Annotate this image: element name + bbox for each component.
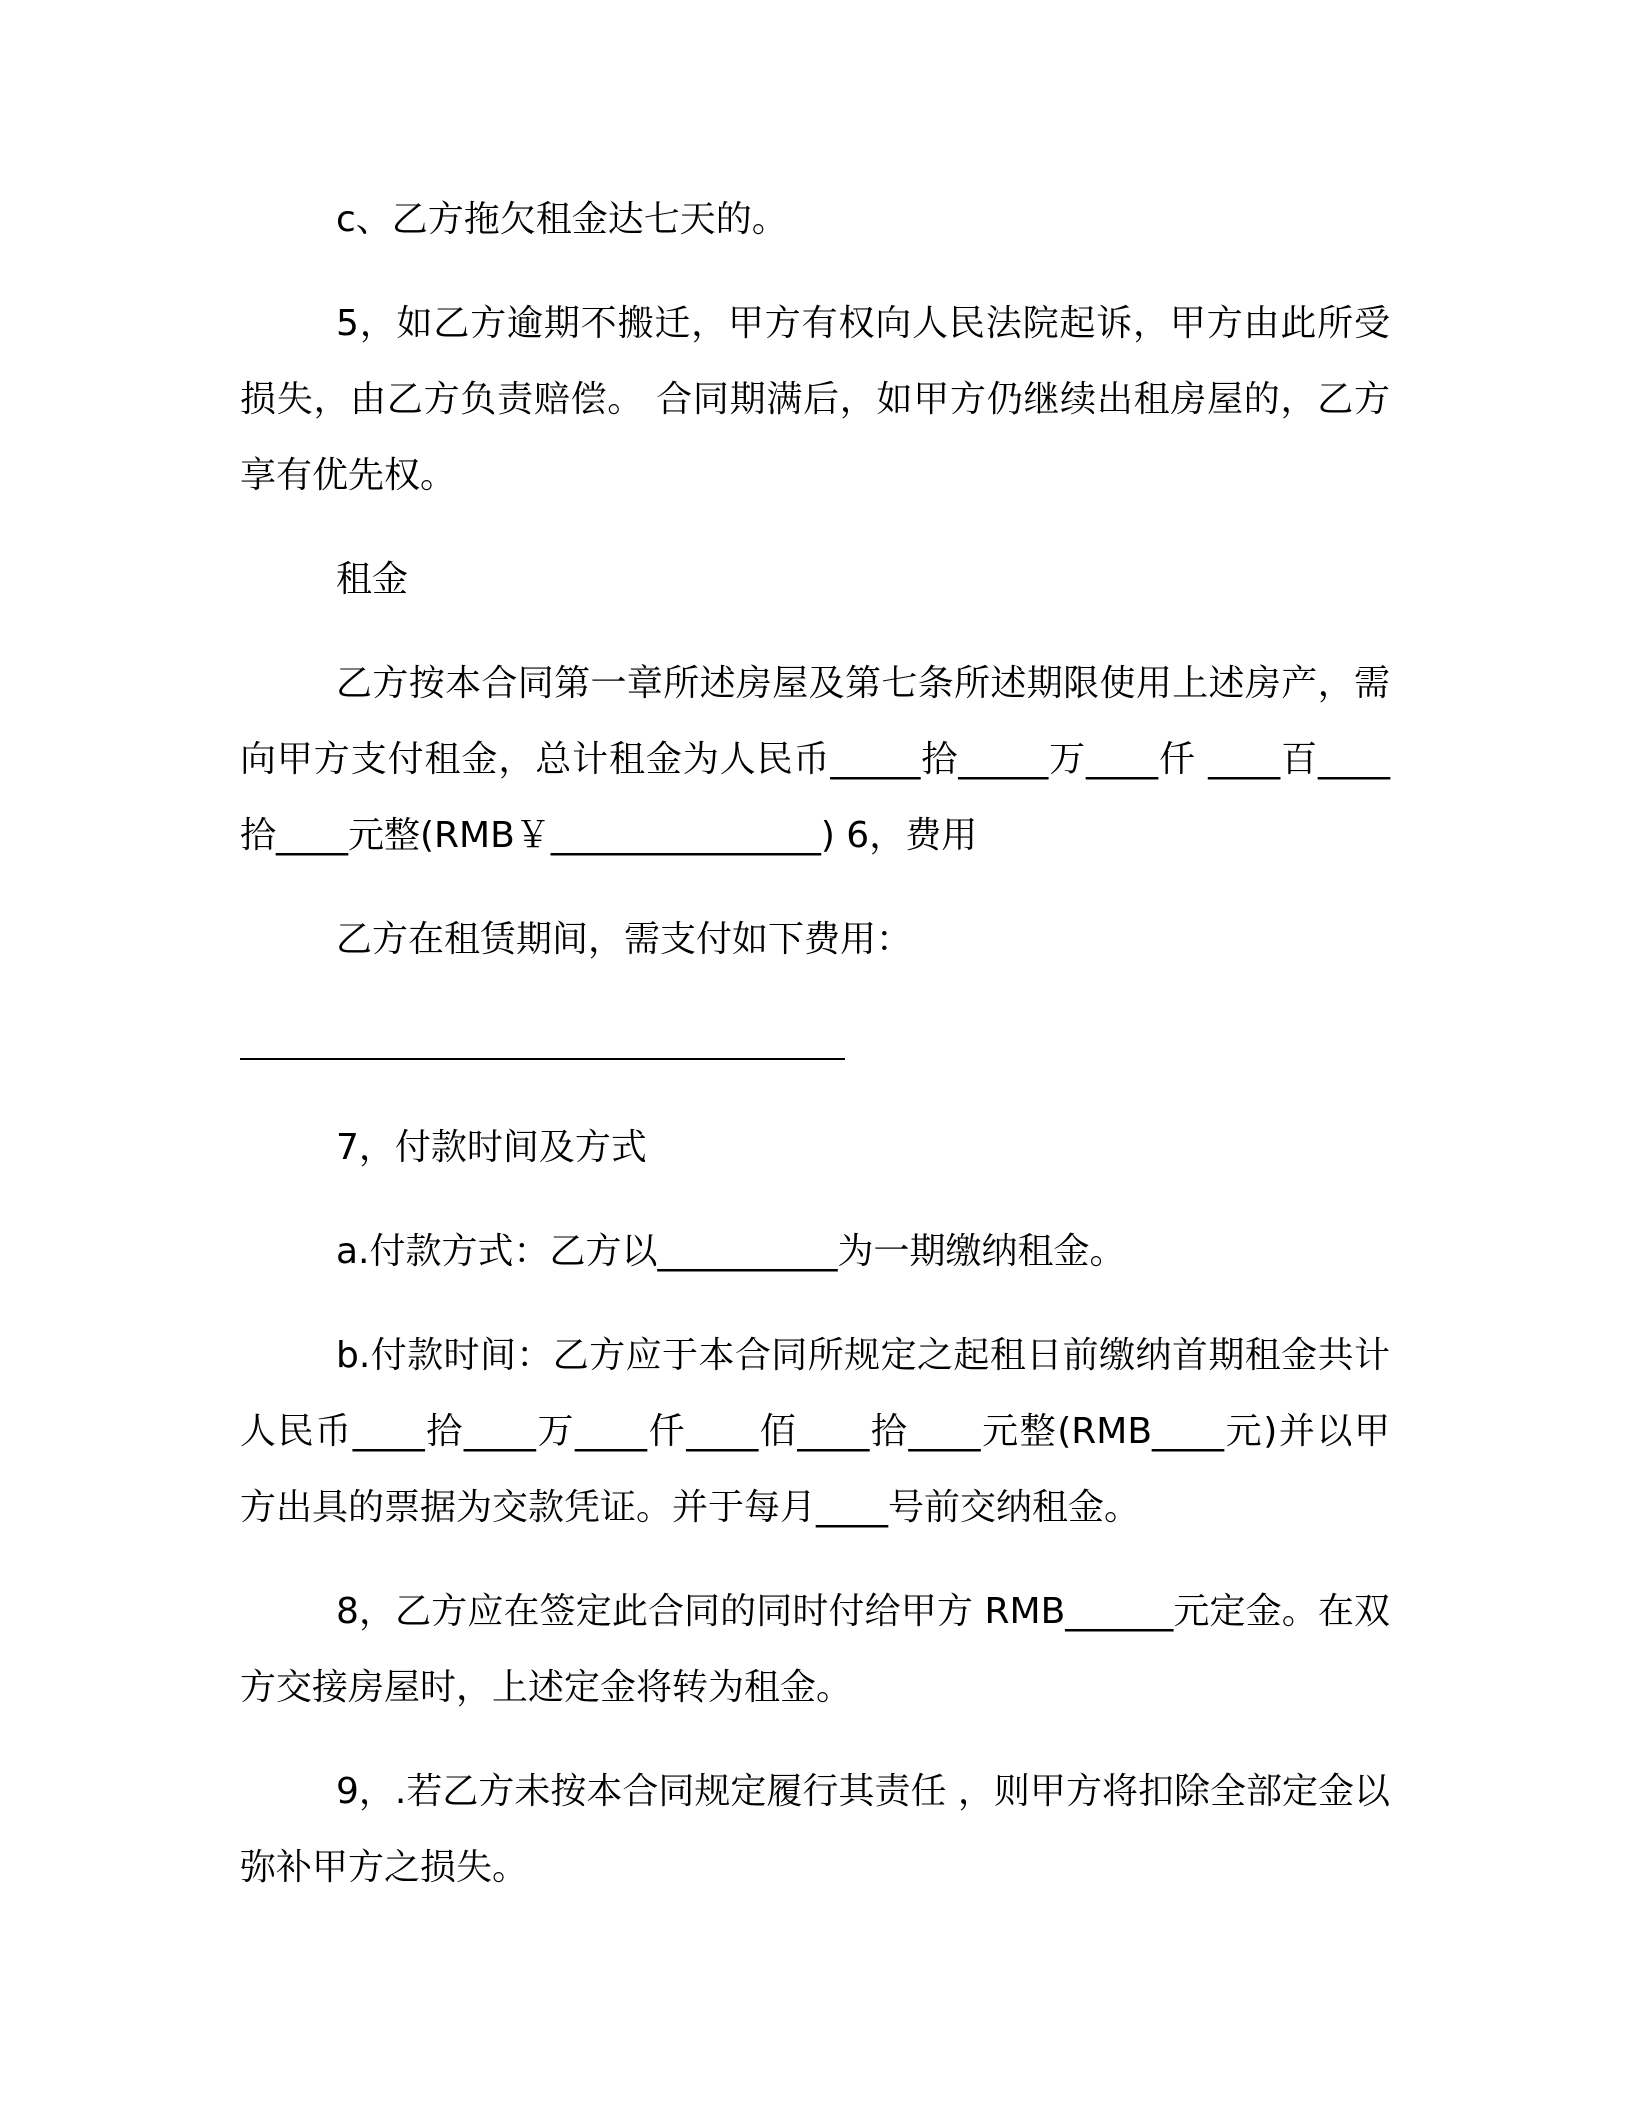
clause-7-payment-heading: 7，付款时间及方式 (336, 1127, 647, 1168)
clause-5-eviction-lawsuit: 5，如乙方逾期不搬迁，甲方有权向人民法院起诉，甲方由此所受损失，由乙方负责赔偿。 合同期满后，如甲方仍继续出租房屋的，乙方享有优先权。 (240, 303, 1390, 496)
clause-9-forfeit-deposit: 9，.若乙方未按本合同规定履行其责任 ，则甲方将扣除全部定金以弥补甲方之损失。 (240, 1771, 1390, 1888)
clause-8-deposit: 8，乙方应在签定此合同的同时付给甲方 RMB______元定金。在双方交接房屋时，上述定金将转为租金。 (240, 1591, 1390, 1708)
clause-fees-intro: 乙方在租赁期间，需支付如下费用： (336, 919, 913, 960)
blank-fill-line (240, 1006, 845, 1082)
document-body (240, 182, 1390, 1934)
clause-7a-payment-method: a.付款方式：乙方以__________为一期缴纳租金。 (336, 1231, 1126, 1272)
clause-rent-amount: 乙方按本合同第一章所述房屋及第七条所述期限使用上述房产，需向甲方支付租金，总计租金为人民币_____拾_____万____仟 ____百____拾____元整(RMB￥_______________) 6，费用 (240, 663, 1390, 856)
clause-c-overdue-rent: c、乙方拖欠租金达七天的。 (336, 199, 788, 240)
clause-7b-payment-time: b.付款时间：乙方应于本合同所规定之起租日前缴纳首期租金共计人民币____拾____万____仟____佰____拾____元整(RMB____元)并以甲方出具的票据为交款凭证。并于每月____号前交纳租金。 (240, 1335, 1390, 1528)
section-heading-rent: 租金 (336, 559, 409, 600)
